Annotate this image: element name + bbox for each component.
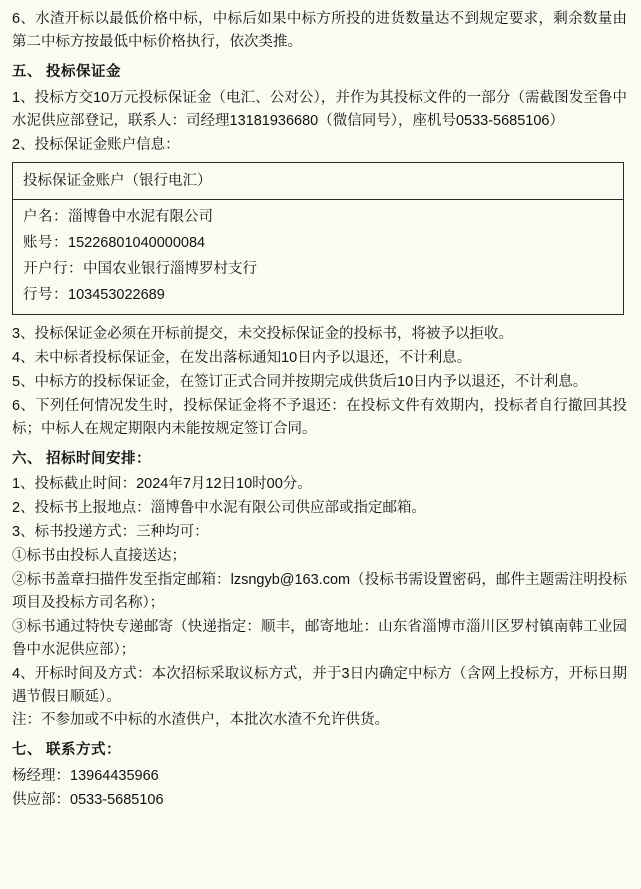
paragraph-s6-sub1: ①标书由投标人直接送达； [12,548,186,565]
section-heading-5 [12,61,627,84]
section-heading-5-text: 投标保证金 [46,63,121,80]
bank-row-account-name [23,206,613,229]
section-heading-7-number: 七、 [12,742,42,759]
paragraph-s6-item2: 2、投标书上报地点：淄博鲁中水泥有限公司供应部或指定邮箱。 [12,500,427,517]
bank-label-bank-code: 行号： [23,287,68,304]
section-heading-5-number: 五、 [12,63,42,80]
bank-account-details [13,200,623,314]
section-heading-6-number: 六、 [12,450,42,467]
bank-value-account-name: 淄博鲁中水泥有限公司 [68,209,213,226]
section-heading-7-text: 联系方式： [46,742,121,759]
paragraph-s6-sub3: ③标书通过特快专递邮寄（快递指定：顺丰，邮寄地址：山东省淄博市淄川区罗村镇南韩工业园鲁中水泥供应部）； [12,618,627,658]
paragraph-s6-item3: 3、标书投递方式：三种均可： [12,524,209,541]
bank-row-bank-code [23,284,613,307]
bank-value-bank-code: 103453022689 [68,287,165,304]
paragraph-s6-sub2: ②标书盖章扫描件发至指定邮箱：lzsngyb@163.com（投标书需设置密码，邮件主题需注明投标项目及投标方司名称）； [12,572,627,611]
paragraph-item-6-top: 6、水渣开标以最低价格中标，中标后如果中标方所投的进货数量达不到规定要求，剩余数量由第二中标方按最低中标价格执行，依次类推。 [12,11,627,50]
paragraph-s5-item6: 6、下列任何情况发生时，投标保证金将不予退还：在投标文件有效期内，投标者自行撤回其投标；中标人在规定期限内未能按规定签订合同。 [12,397,627,437]
bank-account-title: 投标保证金账户（银行电汇） [13,163,623,200]
section-heading-7 [12,739,627,762]
contact-supply-department: 供应部：0533-5685106 [12,792,164,809]
bank-label-account-name: 户名： [23,209,68,226]
section-heading-6 [12,448,627,471]
section-heading-6-text: 招标时间安排： [46,450,151,467]
bank-value-branch: 中国农业银行淄博罗村支行 [83,261,257,278]
paragraph-s6-item1: 1、投标截止时间：2024年7月12日10时00分。 [12,476,312,493]
bank-value-account-number: 15226801040000084 [68,235,206,252]
paragraph-s5-item5: 5、中标方的投标保证金，在签订正式合同并按期完成供货后10日内予以退还，不计利息。 [12,373,588,390]
bank-row-account-number [23,232,613,255]
bank-label-account-number: 账号： [23,235,68,252]
bank-account-box [12,162,624,315]
paragraph-s5-item1: 1、投标方交10万元投标保证金（电汇、公对公），并作为其投标文件的一部分（需截图发至鲁中水泥供应部登记，联系人：司经理13181936680（微信同号），座机号0533-5685106） [12,89,627,129]
paragraph-s6-item4: 4、开标时间及方式：本次招标采取议标方式，并于3日内确定中标方（含网上投标方，开标日期遇节假日顺延）。 [12,665,627,705]
paragraph-s5-item2: 2、投标保证金账户信息： [12,136,180,153]
paragraph-s5-item4: 4、未中标者投标保证金，在发出落标通知10日内予以退还，不计利息。 [12,349,472,366]
contact-yang-manager: 杨经理：13964435966 [12,768,159,785]
bank-label-branch: 开户行： [23,261,83,278]
paragraph-s5-item3: 3、投标保证金必须在开标前提交，未交投标保证金的投标书，将被予以拒收。 [12,325,514,342]
bank-row-branch [23,258,613,281]
paragraph-s6-note: 注：不参加或不中标的水渣供户，本批次水渣不允许供货。 [12,712,389,729]
